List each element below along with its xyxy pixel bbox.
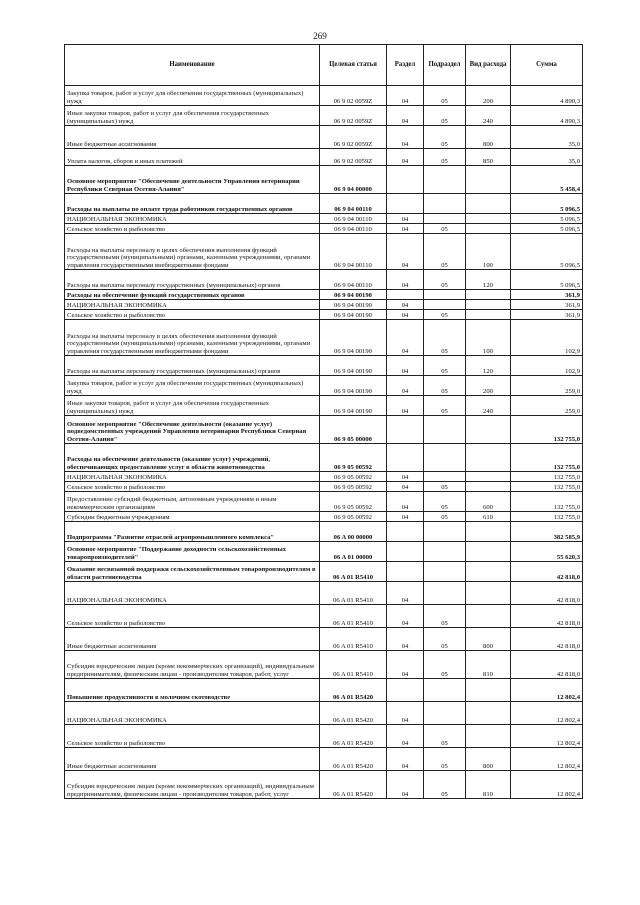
table-row [65, 628, 583, 651]
cell-name: Иные бюджетные ассигнования [65, 748, 320, 771]
cell-target-article: 06 9 02 0059Z [320, 126, 387, 149]
table-row [65, 166, 583, 194]
cell-name: Расходы на обеспечение деятельности (оказание услуг) учреждений, обеспечивающих предоставление услуг в области животноводства [65, 444, 320, 472]
cell-sum: 361,9 [511, 290, 583, 300]
cell-sum: 12 802,4 [511, 679, 583, 702]
cell-name: Подпрограмма "Развитие отраслей агропромышленного комплекса" [65, 522, 320, 542]
cell-name: Иные закупки товаров, работ и услуг для обеспечения государственных (муниципальных) нужд [65, 396, 320, 416]
cell-subsection: 05 [424, 106, 466, 126]
cell-target-article: 06 9 04 00110 [320, 194, 387, 214]
cell-section [387, 290, 424, 300]
cell-section: 04 [387, 396, 424, 416]
cell-sum: 132 755,0 [511, 416, 583, 444]
cell-subsection [424, 214, 466, 224]
table-row [65, 492, 583, 512]
cell-name: НАЦИОНАЛЬНАЯ ЭКОНОМИКА [65, 214, 320, 224]
cell-section: 04 [387, 748, 424, 771]
cell-expense-type [466, 702, 511, 725]
cell-expense-type: 850 [466, 149, 511, 166]
cell-expense-type [466, 166, 511, 194]
cell-name: Уплата налогов, сборов и иных платежей [65, 149, 320, 166]
cell-target-article: 06 9 05 00592 [320, 472, 387, 482]
cell-section: 04 [387, 234, 424, 270]
cell-subsection: 05 [424, 628, 466, 651]
cell-subsection: 05 [424, 512, 466, 522]
cell-subsection: 05 [424, 376, 466, 396]
table-row [65, 522, 583, 542]
table-row [65, 472, 583, 482]
cell-sum: 42 818,0 [511, 605, 583, 628]
header-target-article: Целевая статья [320, 45, 387, 86]
cell-target-article: 06 9 02 0059Z [320, 86, 387, 106]
cell-target-article: 06 9 04 00000 [320, 166, 387, 194]
table-row [65, 482, 583, 492]
cell-target-article: 06 9 05 00592 [320, 492, 387, 512]
cell-subsection [424, 562, 466, 582]
cell-expense-type [466, 522, 511, 542]
cell-expense-type [466, 310, 511, 320]
cell-sum: 5 096,5 [511, 194, 583, 214]
cell-name: Предоставление субсидий бюджетным, автономным учреждениям и иным некоммерческим организациям [65, 492, 320, 512]
cell-subsection: 05 [424, 605, 466, 628]
cell-section: 04 [387, 725, 424, 748]
cell-target-article: 06 A 01 R5420 [320, 679, 387, 702]
cell-section: 04 [387, 356, 424, 376]
table-row [65, 320, 583, 356]
table-row [65, 651, 583, 679]
cell-expense-type: 100 [466, 234, 511, 270]
cell-target-article: 06 9 05 00592 [320, 482, 387, 492]
table-row [65, 356, 583, 376]
cell-name: Расходы на выплаты персоналу в целях обеспечения выполнения функций государственными (муниципальными) органами, казенными учреждениями, органами управления государственными внебюджетными фондами [65, 320, 320, 356]
table-row [65, 542, 583, 562]
cell-expense-type [466, 214, 511, 224]
cell-target-article: 06 9 04 00190 [320, 396, 387, 416]
cell-sum: 35,0 [511, 126, 583, 149]
cell-expense-type: 610 [466, 512, 511, 522]
cell-sum: 5 096,5 [511, 214, 583, 224]
cell-target-article: 06 9 05 00592 [320, 512, 387, 522]
cell-name: Расходы на выплаты персоналу в целях обеспечения выполнения функций государственными (муниципальными) органами, казенными учреждениями, органами управления государственными внебюджетными фондами [65, 234, 320, 270]
cell-name: Субсидии юридическим лицам (кроме некоммерческих организаций), индивидуальным предпринимателям, физическим лицам - производителям товаров, работ, услуг [65, 651, 320, 679]
cell-target-article: 06 A 01 R5410 [320, 582, 387, 605]
cell-sum: 4 890,3 [511, 86, 583, 106]
table-row [65, 396, 583, 416]
cell-section: 04 [387, 270, 424, 290]
cell-subsection [424, 679, 466, 702]
cell-name: Расходы на выплаты персоналу государственных (муниципальных) органов [65, 356, 320, 376]
table-row [65, 512, 583, 522]
cell-section: 04 [387, 320, 424, 356]
table-row [65, 771, 583, 799]
table-row [65, 290, 583, 300]
cell-section: 04 [387, 149, 424, 166]
cell-sum: 35,0 [511, 149, 583, 166]
cell-target-article: 06 A 01 R5410 [320, 605, 387, 628]
cell-section [387, 416, 424, 444]
cell-section [387, 522, 424, 542]
cell-subsection [424, 444, 466, 472]
cell-expense-type: 600 [466, 492, 511, 512]
cell-section: 04 [387, 300, 424, 310]
cell-sum: 42 818,0 [511, 651, 583, 679]
cell-target-article: 06 A 01 R5420 [320, 771, 387, 799]
cell-section: 04 [387, 702, 424, 725]
cell-sum: 132 755,0 [511, 492, 583, 512]
cell-section: 04 [387, 472, 424, 482]
cell-target-article: 06 9 04 00190 [320, 300, 387, 310]
cell-expense-type [466, 444, 511, 472]
cell-sum: 361,9 [511, 310, 583, 320]
cell-target-article: 06 9 04 00190 [320, 356, 387, 376]
cell-expense-type [466, 582, 511, 605]
cell-expense-type: 800 [466, 628, 511, 651]
table-row [65, 149, 583, 166]
cell-name: Расходы на выплаты персоналу государственных (муниципальных) органов [65, 270, 320, 290]
cell-section: 04 [387, 771, 424, 799]
cell-expense-type: 200 [466, 376, 511, 396]
cell-target-article: 06 9 04 00190 [320, 290, 387, 300]
cell-expense-type: 200 [466, 86, 511, 106]
cell-subsection [424, 194, 466, 214]
cell-expense-type [466, 542, 511, 562]
cell-sum: 259,0 [511, 396, 583, 416]
cell-target-article: 06 A 01 R5420 [320, 748, 387, 771]
cell-subsection: 05 [424, 482, 466, 492]
cell-sum: 5 096,5 [511, 224, 583, 234]
table-row [65, 300, 583, 310]
cell-name: Основное мероприятие "Обеспечение деятельности Управления ветеринарии Республики Северная Осетия-Алания" [65, 166, 320, 194]
table-row [65, 224, 583, 234]
cell-subsection: 05 [424, 149, 466, 166]
cell-subsection: 05 [424, 310, 466, 320]
cell-sum: 5 096,5 [511, 270, 583, 290]
cell-expense-type: 800 [466, 748, 511, 771]
header-subsection: Подраздел [424, 45, 466, 86]
header-expense-type: Вид расхода [466, 45, 511, 86]
cell-expense-type [466, 679, 511, 702]
table-row [65, 702, 583, 725]
table-row [65, 194, 583, 214]
cell-name: НАЦИОНАЛЬНАЯ ЭКОНОМИКА [65, 702, 320, 725]
cell-section: 04 [387, 224, 424, 234]
cell-subsection [424, 702, 466, 725]
table-row [65, 582, 583, 605]
table-row [65, 86, 583, 106]
cell-name: Основное мероприятие "Поддержание доходности сельскохозяйственных товаропроизводителей" [65, 542, 320, 562]
table-row [65, 725, 583, 748]
cell-section: 04 [387, 605, 424, 628]
cell-expense-type [466, 725, 511, 748]
cell-sum: 55 620,3 [511, 542, 583, 562]
cell-name: Сельское хозяйство и рыболовство [65, 725, 320, 748]
cell-sum: 132 755,0 [511, 512, 583, 522]
cell-section [387, 562, 424, 582]
cell-sum: 102,9 [511, 320, 583, 356]
table-body [65, 86, 583, 799]
cell-expense-type: 810 [466, 651, 511, 679]
table-row [65, 416, 583, 444]
table-row [65, 679, 583, 702]
cell-sum: 12 802,4 [511, 771, 583, 799]
cell-target-article: 06 A 01 R5410 [320, 562, 387, 582]
cell-subsection [424, 582, 466, 605]
cell-section [387, 166, 424, 194]
cell-target-article: 06 A 01 R5420 [320, 702, 387, 725]
cell-subsection: 05 [424, 270, 466, 290]
cell-expense-type [466, 416, 511, 444]
cell-subsection: 05 [424, 224, 466, 234]
cell-expense-type [466, 472, 511, 482]
cell-name: Субсидии юридическим лицам (кроме некоммерческих организаций), индивидуальным предпринимателям, физическим лицам - производителям товаров, работ, услуг [65, 771, 320, 799]
cell-subsection [424, 300, 466, 310]
cell-target-article: 06 9 05 00000 [320, 416, 387, 444]
cell-subsection: 05 [424, 320, 466, 356]
table-row [65, 562, 583, 582]
cell-section: 04 [387, 376, 424, 396]
header-sum: Сумма [511, 45, 583, 86]
cell-section [387, 194, 424, 214]
cell-subsection: 05 [424, 725, 466, 748]
cell-subsection: 05 [424, 396, 466, 416]
cell-sum: 4 890,3 [511, 106, 583, 126]
cell-expense-type [466, 605, 511, 628]
cell-sum: 102,9 [511, 356, 583, 376]
budget-table [64, 44, 583, 799]
table-row [65, 106, 583, 126]
cell-expense-type [466, 562, 511, 582]
cell-target-article: 06 A 01 R5410 [320, 651, 387, 679]
cell-subsection [424, 472, 466, 482]
cell-expense-type: 120 [466, 356, 511, 376]
cell-sum: 132 755,0 [511, 482, 583, 492]
cell-name: Сельское хозяйство и рыболовство [65, 605, 320, 628]
header-row [65, 45, 583, 86]
page-number: 269 [313, 31, 327, 41]
cell-section: 04 [387, 628, 424, 651]
cell-subsection [424, 416, 466, 444]
cell-expense-type: 800 [466, 126, 511, 149]
cell-target-article: 06 9 05 00592 [320, 444, 387, 472]
cell-subsection [424, 522, 466, 542]
cell-section [387, 679, 424, 702]
cell-expense-type [466, 482, 511, 492]
cell-sum: 361,9 [511, 300, 583, 310]
cell-name: Оказание несвязанной поддержки сельскохозяйственным товаропроизводителям в области растениеводства [65, 562, 320, 582]
cell-expense-type: 240 [466, 396, 511, 416]
cell-section: 04 [387, 512, 424, 522]
cell-name: НАЦИОНАЛЬНАЯ ЭКОНОМИКА [65, 582, 320, 605]
cell-target-article: 06 9 02 0059Z [320, 106, 387, 126]
cell-name: Сельское хозяйство и рыболовство [65, 482, 320, 492]
cell-subsection: 05 [424, 492, 466, 512]
cell-target-article: 06 9 04 00110 [320, 234, 387, 270]
cell-subsection: 05 [424, 651, 466, 679]
cell-sum: 259,0 [511, 376, 583, 396]
cell-section: 04 [387, 310, 424, 320]
cell-expense-type [466, 224, 511, 234]
cell-target-article: 06 9 04 00190 [320, 320, 387, 356]
cell-name: Закупка товаров, работ и услуг для обеспечения государственных (муниципальных) нужд [65, 86, 320, 106]
cell-name: Субсидии бюджетным учреждениям [65, 512, 320, 522]
cell-subsection [424, 290, 466, 300]
cell-section: 04 [387, 482, 424, 492]
table-row [65, 605, 583, 628]
cell-name: Сельское хозяйство и рыболовство [65, 224, 320, 234]
cell-name: НАЦИОНАЛЬНАЯ ЭКОНОМИКА [65, 300, 320, 310]
table-row [65, 126, 583, 149]
cell-target-article: 06 9 04 00110 [320, 270, 387, 290]
header-name: Наименование [65, 45, 320, 86]
cell-subsection: 05 [424, 771, 466, 799]
cell-name: Закупка товаров, работ и услуг для обеспечения государственных (муниципальных) нужд [65, 376, 320, 396]
header-section: Раздел [387, 45, 424, 86]
cell-sum: 132 755,0 [511, 444, 583, 472]
cell-name: Расходы на выплаты по оплате труда работников государственных органов [65, 194, 320, 214]
cell-subsection: 05 [424, 748, 466, 771]
cell-expense-type: 240 [466, 106, 511, 126]
cell-name: Иные бюджетные ассигнования [65, 628, 320, 651]
cell-target-article: 06 9 02 0059Z [320, 149, 387, 166]
cell-target-article: 06 A 01 R5420 [320, 725, 387, 748]
cell-sum: 42 818,0 [511, 582, 583, 605]
cell-sum: 12 802,4 [511, 748, 583, 771]
cell-target-article: 06 9 04 00190 [320, 376, 387, 396]
cell-target-article: 06 A 01 R5410 [320, 628, 387, 651]
cell-target-article: 06 9 04 00190 [320, 310, 387, 320]
cell-name: Повышение продуктивности в молочном скотоводстве [65, 679, 320, 702]
cell-sum: 12 802,4 [511, 725, 583, 748]
cell-subsection [424, 166, 466, 194]
cell-name: Сельское хозяйство и рыболовство [65, 310, 320, 320]
cell-name: НАЦИОНАЛЬНАЯ ЭКОНОМИКА [65, 472, 320, 482]
cell-expense-type: 120 [466, 270, 511, 290]
cell-expense-type [466, 300, 511, 310]
cell-subsection: 05 [424, 86, 466, 106]
table-row [65, 270, 583, 290]
cell-expense-type [466, 290, 511, 300]
cell-section: 04 [387, 126, 424, 149]
cell-name: Иные закупки товаров, работ и услуг для обеспечения государственных (муниципальных) нужд [65, 106, 320, 126]
cell-sum: 42 818,0 [511, 562, 583, 582]
cell-sum: 132 755,0 [511, 472, 583, 482]
cell-target-article: 06 9 04 00110 [320, 214, 387, 224]
cell-subsection: 05 [424, 356, 466, 376]
cell-name: Расходы на обеспечение функций государственных органов [65, 290, 320, 300]
table-row [65, 748, 583, 771]
cell-sum: 42 818,0 [511, 628, 583, 651]
cell-target-article: 06 A 00 00000 [320, 522, 387, 542]
cell-sum: 382 585,9 [511, 522, 583, 542]
cell-name: Основное мероприятие "Обеспечение деятельности (оказание услуг) подведомственных учреждений Управления ветеринарии Республики Северная Осетия-Алания" [65, 416, 320, 444]
cell-expense-type: 810 [466, 771, 511, 799]
table-row [65, 214, 583, 224]
table-row [65, 376, 583, 396]
cell-name: Иные бюджетные ассигнования [65, 126, 320, 149]
table-row [65, 310, 583, 320]
cell-section: 04 [387, 214, 424, 224]
cell-section: 04 [387, 106, 424, 126]
cell-subsection: 05 [424, 234, 466, 270]
cell-section: 04 [387, 651, 424, 679]
cell-target-article: 06 A 01 00000 [320, 542, 387, 562]
cell-section: 04 [387, 492, 424, 512]
cell-expense-type: 100 [466, 320, 511, 356]
cell-subsection [424, 542, 466, 562]
table-row [65, 234, 583, 270]
cell-section [387, 542, 424, 562]
cell-section: 04 [387, 582, 424, 605]
table-row [65, 444, 583, 472]
cell-sum: 12 802,4 [511, 702, 583, 725]
cell-subsection: 05 [424, 126, 466, 149]
cell-expense-type [466, 194, 511, 214]
cell-sum: 5 458,4 [511, 166, 583, 194]
cell-target-article: 06 9 04 00110 [320, 224, 387, 234]
cell-section [387, 444, 424, 472]
cell-sum: 5 096,5 [511, 234, 583, 270]
cell-section: 04 [387, 86, 424, 106]
